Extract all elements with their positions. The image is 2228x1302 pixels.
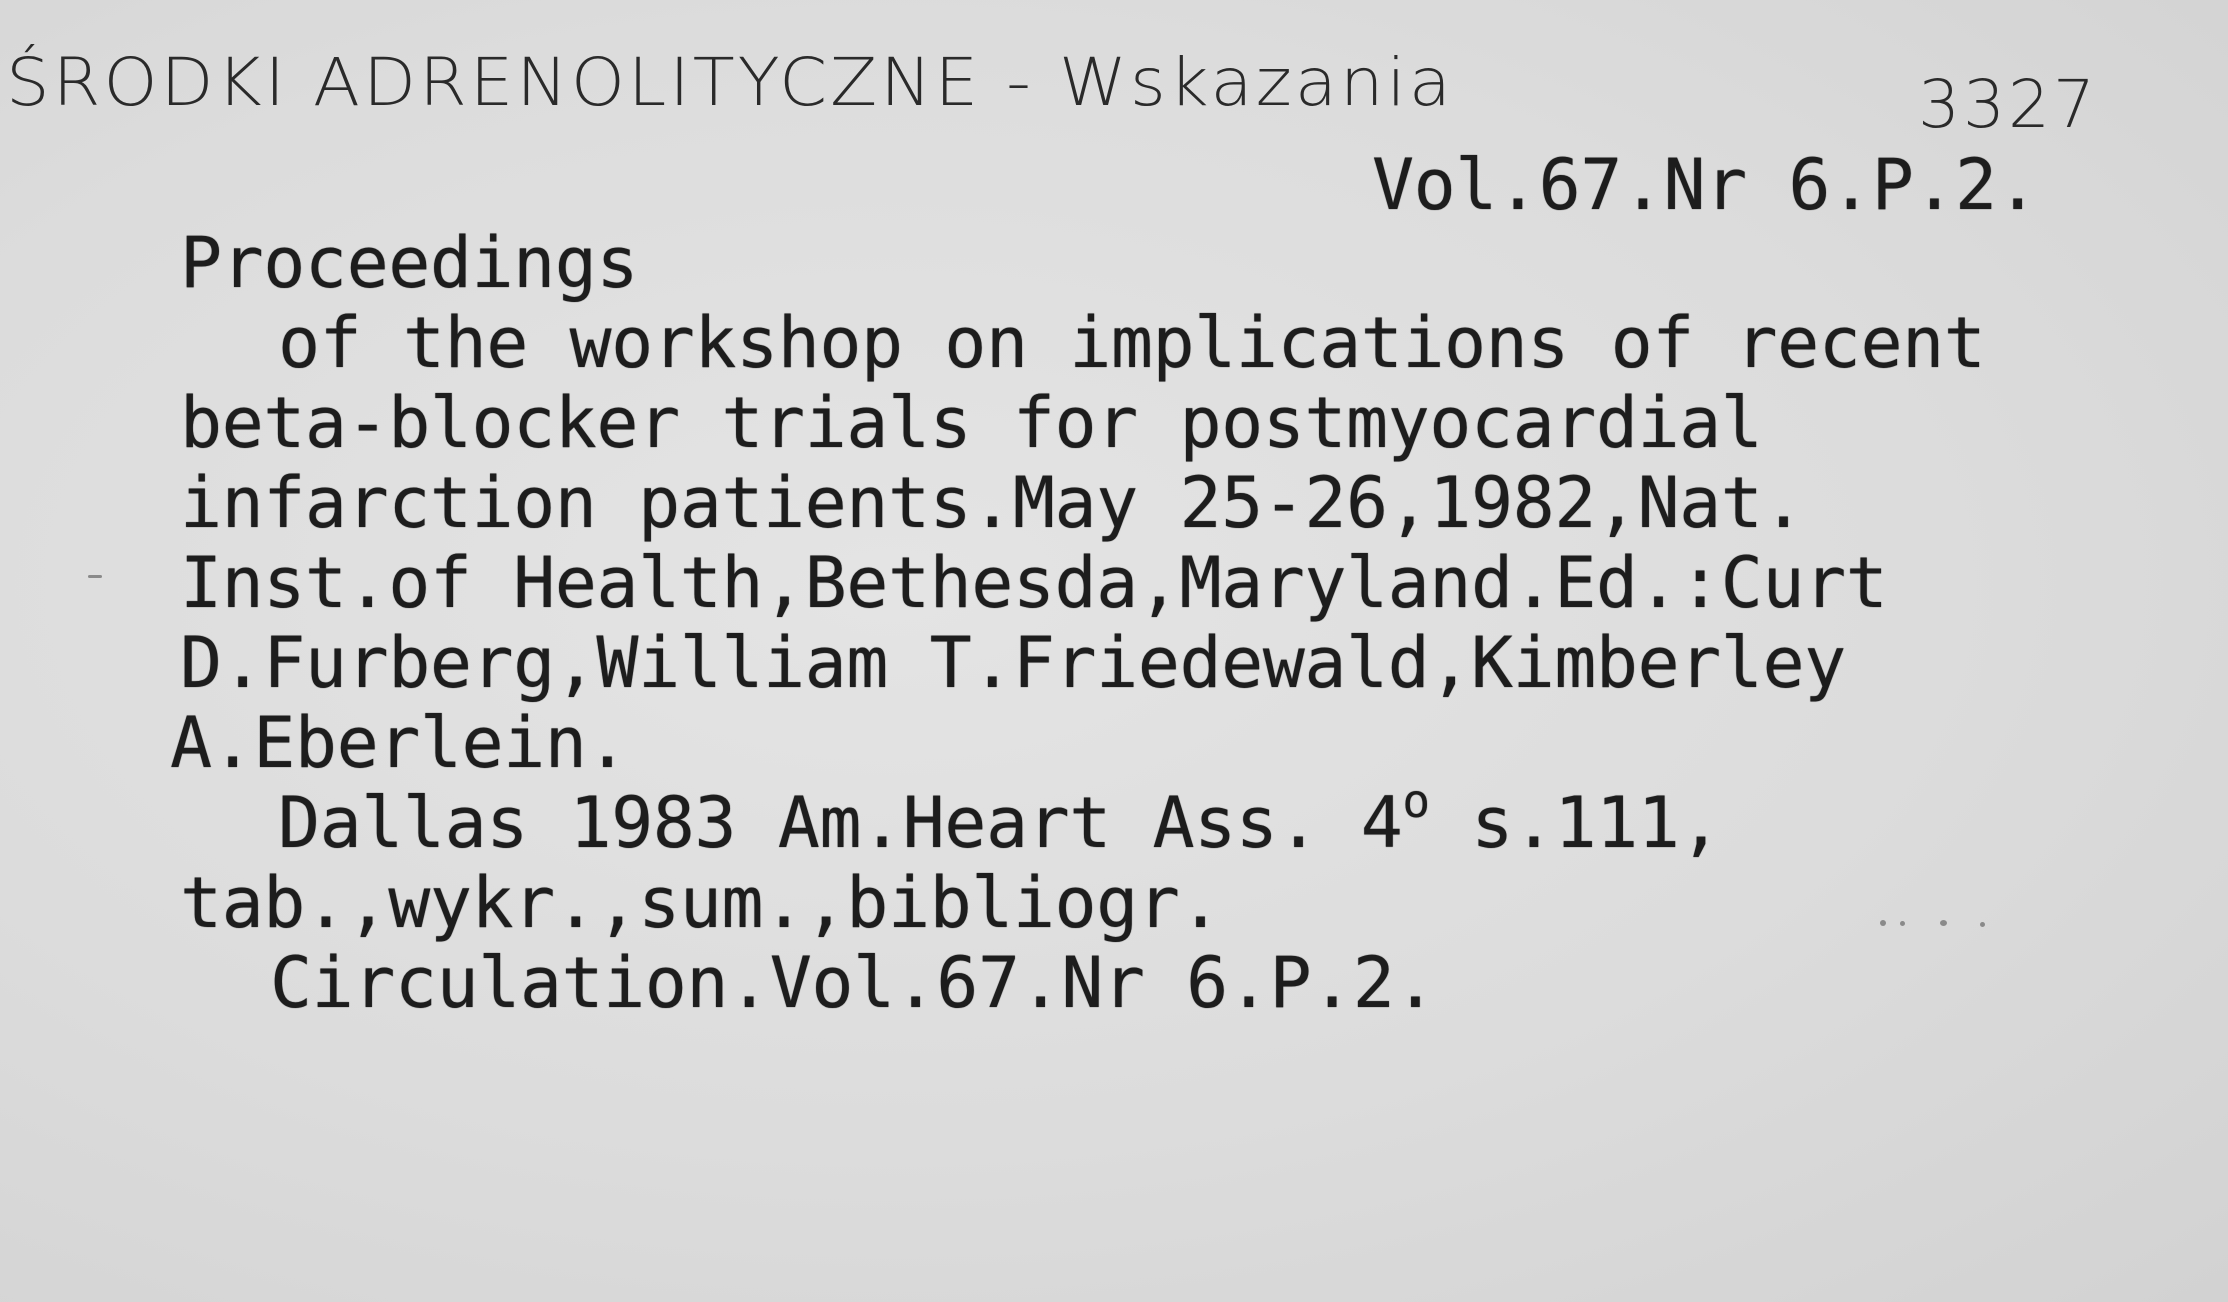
extent-line: tab.,wykr.,sum.,bibliogr. xyxy=(180,862,1222,944)
card-number: 3327 xyxy=(1918,66,2098,143)
ink-speck xyxy=(88,575,102,578)
ink-speck xyxy=(1980,922,1985,927)
card-heading: ŚRODKI ADRENOLITYCZNE - Wskazania xyxy=(6,44,1455,121)
degree-mark: o xyxy=(1402,774,1430,828)
title-line-3: beta-blocker trials for postmyocardial xyxy=(180,382,1763,464)
source-reference: Vol.67.Nr 6.P.2. xyxy=(1372,144,2039,226)
ink-speck xyxy=(1900,921,1905,926)
title-line-1: Proceedings xyxy=(180,222,639,304)
title-line-6: D.Furberg,William T.Friedewald,Kimberley xyxy=(180,622,1846,704)
series-line: Circulation.Vol.67.Nr 6.P.2. xyxy=(270,942,1437,1024)
imprint-line xyxy=(278,774,1722,864)
ink-speck xyxy=(1940,920,1947,926)
imprint-text: Dallas 1983 Am.Heart Ass. 4 xyxy=(278,782,1403,864)
title-line-5: Inst.of Health,Bethesda,Maryland.Ed.:Curt xyxy=(180,542,1888,624)
title-line-2: of the workshop on implications of recent xyxy=(278,302,1986,384)
title-line-4: infarction patients.May 25-26,1982,Nat. xyxy=(180,462,1805,544)
ink-speck xyxy=(1880,920,1886,926)
title-line-7: A.Eberlein. xyxy=(170,702,629,784)
imprint-pages: s.111, xyxy=(1429,782,1722,864)
